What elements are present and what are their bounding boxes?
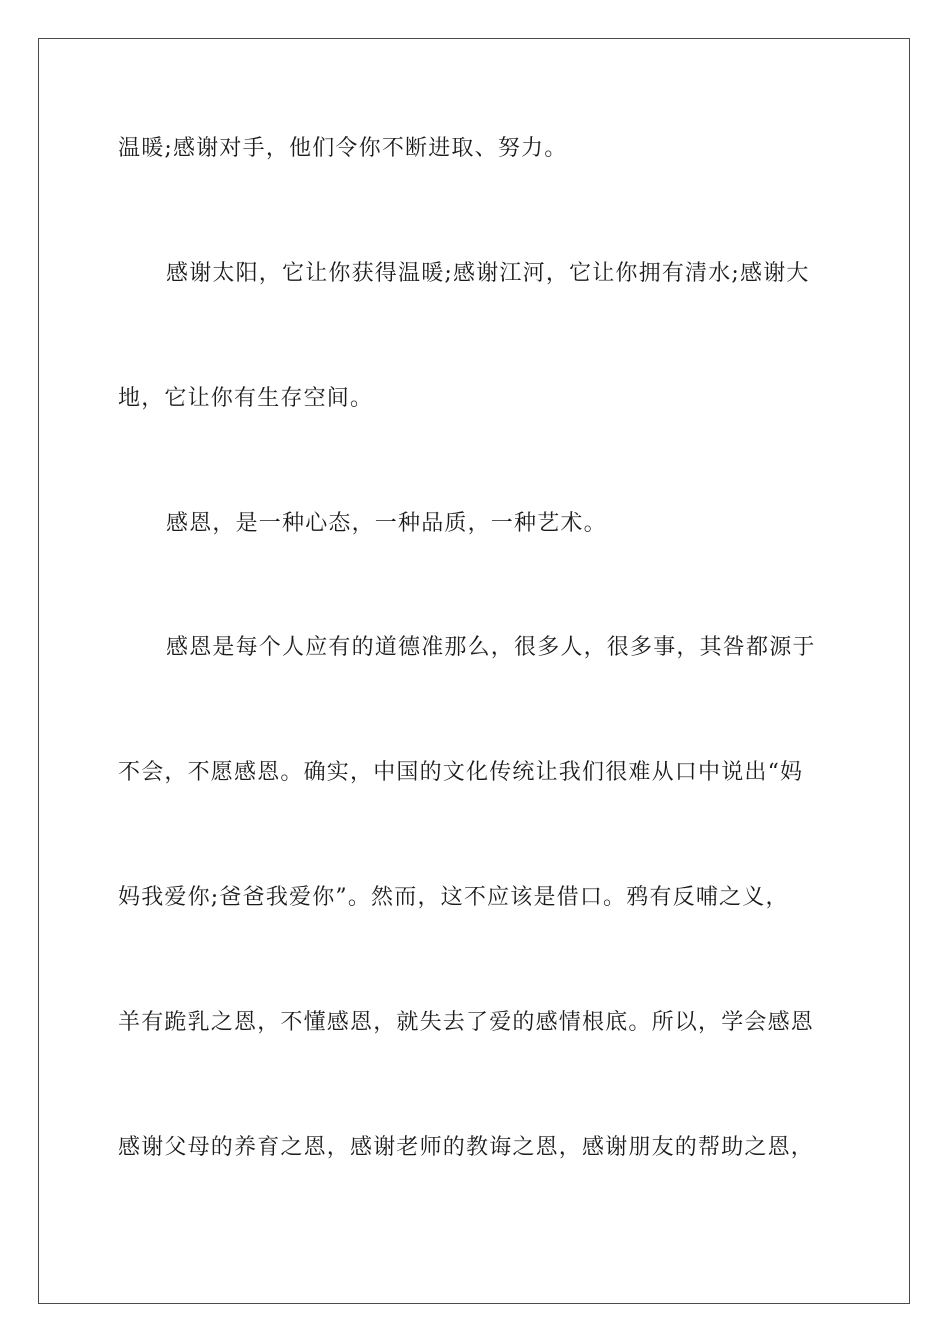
text-line-5: 感恩是每个人应有的道德准那么，很多人，很多事，其咎都源于 <box>166 635 816 660</box>
text-line-2: 感谢太阳，它让你获得温暖;感谢江河，它让你拥有清水;感谢大 <box>166 261 810 286</box>
text-line-4: 感恩，是一种心态，一种品质，一种艺术。 <box>166 511 607 536</box>
page-border <box>38 38 910 1304</box>
text-line-6: 不会，不愿感恩。确实，中国的文化传统让我们很难从口中说出“妈 <box>118 760 804 785</box>
text-line-7: 妈我爱你;爸爸我爱你”。然而，这不应该是借口。鸦有反哺之义， <box>118 885 789 910</box>
text-line-9: 感谢父母的养育之恩，感谢老师的教诲之恩，感谢朋友的帮助之恩， <box>118 1135 815 1160</box>
text-line-3: 地，它让你有生存空间。 <box>118 386 374 411</box>
text-line-8: 羊有跪乳之恩，不懂感恩，就失去了爱的感情根底。所以，学会感恩 <box>118 1010 815 1035</box>
text-line-1: 温暖;感谢对手，他们令你不断进取、努力。 <box>118 136 568 161</box>
